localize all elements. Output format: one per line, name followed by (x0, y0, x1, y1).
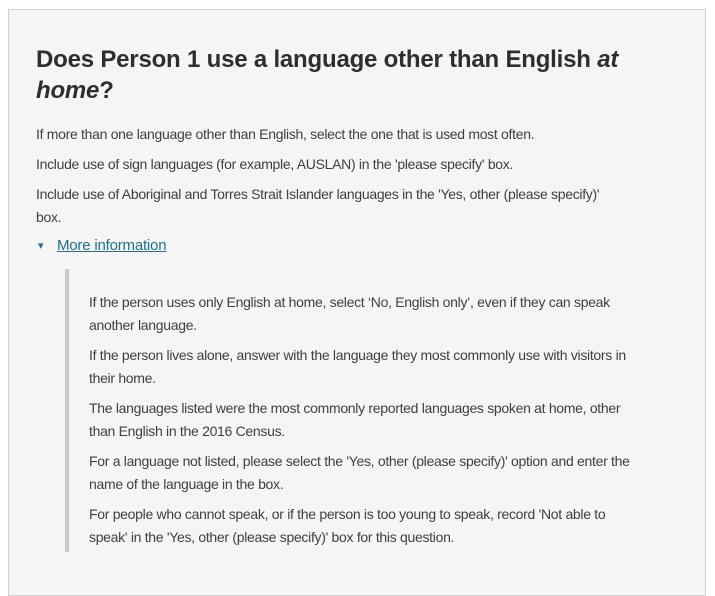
info-paragraph: For people who cannot speak, or if the person is too young to speak, record 'Not able to speak' in the 'Yes, other (please specify)' box for this question. (89, 506, 606, 545)
more-information-panel (65, 269, 685, 552)
more-information-link[interactable]: More information (57, 237, 167, 254)
chevron-down-icon: ▾ (38, 240, 44, 252)
info-paragraph: If the person lives alone, answer with the language they most commonly use with visitors in their home. (89, 347, 626, 386)
info-paragraph: If the person uses only English at home, select ‘No, English only’, even if they can speak another language. (89, 294, 610, 333)
instruction-paragraph: Include use of sign languages (for example, AUSLAN) in the 'please specify' box. (36, 156, 514, 172)
instruction-paragraph: Include use of Aboriginal and Torres Strait Islander languages in the 'Yes, other (please specify)' box. (36, 186, 600, 225)
info-paragraph: The languages listed were the most commonly reported languages spoken at home, other than English in the 2016 Census. (89, 400, 621, 439)
question-title-suffix: ? (99, 77, 114, 104)
question-instructions (36, 123, 685, 229)
question-title (36, 44, 676, 106)
instruction-paragraph: If more than one language other than English, select the one that is used most often. (36, 126, 535, 142)
more-information-toggle[interactable] (38, 237, 166, 255)
question-title-emphasis: at home (36, 46, 619, 104)
question-title-text: Does Person 1 use a language other than English (36, 46, 598, 73)
info-paragraph: For a language not listed, please select the 'Yes, other (please specify)' option and enter the name of the language in the box. (89, 453, 630, 492)
question-card (8, 9, 706, 596)
